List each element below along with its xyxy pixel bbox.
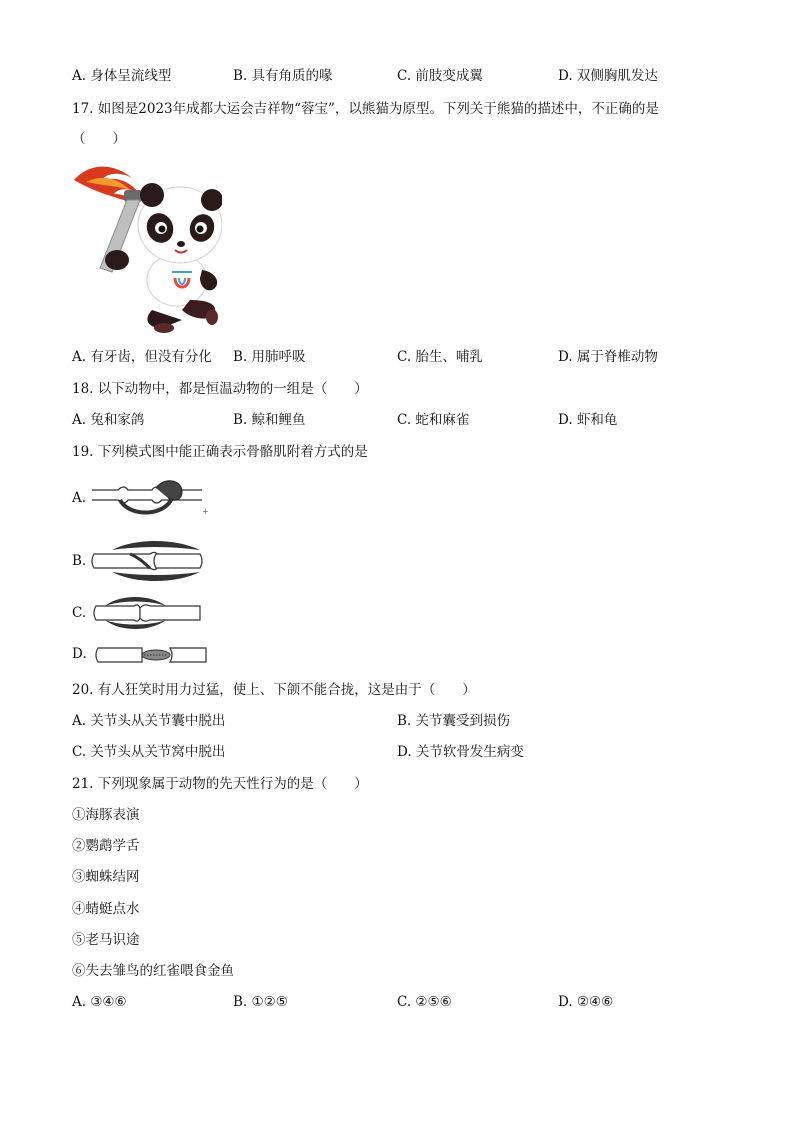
q18-option-b: B. 鲸和鲤鱼 <box>233 412 306 428</box>
q20-stem: 20. 有人狂笑时用力过猛，使上、下颌不能合拢，这是由于（ ） <box>72 682 476 698</box>
muscle-diagram-d <box>90 640 210 670</box>
q16-options <box>72 67 722 85</box>
q20-option-a: A. 关节头从关节囊中脱出 <box>72 713 226 729</box>
q19-stem: 19. 下列模式图中能正确表示骨骼肌附着方式的是 <box>72 444 368 460</box>
q20-options-row1 <box>72 712 722 730</box>
q21-option-b: B. ①②⑤ <box>233 994 288 1010</box>
q19-label-c: C. <box>72 605 87 621</box>
q21-item-1: ①海豚表演 <box>72 807 140 823</box>
q21-option-c: C. ②⑤⑥ <box>397 994 452 1010</box>
q21-item-6: ⑥失去雏鸟的红雀喂食金鱼 <box>72 963 234 979</box>
q18-options <box>72 411 722 429</box>
q18-option-a: A. 兔和家鸽 <box>72 412 145 428</box>
q19-label-b: B. <box>72 553 87 569</box>
q21-item-3: ③蜘蛛结网 <box>72 869 140 885</box>
q21-item-2: ②鹦鹉学舌 <box>72 838 140 854</box>
q21-option-d: D. ②④⑥ <box>558 994 614 1010</box>
q21-options <box>72 993 722 1011</box>
q18-stem: 18. 以下动物中，都是恒温动物的一组是（ ） <box>72 381 368 397</box>
muscle-diagram-b <box>90 540 210 582</box>
q17-option-b: B. 用肺呼吸 <box>233 349 306 365</box>
q16-option-a: A. 身体呈流线型 <box>72 68 172 84</box>
q17-option-a: A. 有牙齿，但没有分化 <box>72 349 212 365</box>
q20-options-row2 <box>72 743 722 761</box>
q20-option-c: C. 关节头从关节窝中脱出 <box>72 744 226 760</box>
q17-options <box>72 348 722 366</box>
q17-stem: 17. 如图是2023年成都大运会吉祥物“蓉宝”，以熊猫为原型。下列关于熊猫的描述中，不正确的是 <box>72 101 659 117</box>
panda-mascot-image <box>72 160 222 335</box>
q19-label-a: A. <box>72 490 87 506</box>
q18-option-d: D. 虾和龟 <box>558 412 618 428</box>
q21-option-a: A. ③④⑥ <box>72 994 127 1010</box>
q20-option-d: D. 关节软骨发生病变 <box>397 744 524 760</box>
svg-text:+: + <box>202 507 209 516</box>
q18-option-c: C. 蛇和麻雀 <box>397 412 470 428</box>
q16-option-d: D. 双侧胸肌发达 <box>558 68 658 84</box>
q20-option-b: B. 关节囊受到损伤 <box>397 713 511 729</box>
q19-label-d: D. <box>72 646 87 662</box>
q17-option-d: D. 属于脊椎动物 <box>558 349 658 365</box>
muscle-diagram-a <box>90 478 210 518</box>
muscle-diagram-c <box>90 592 210 632</box>
q16-option-c: C. 前肢变成翼 <box>397 68 483 84</box>
q17-option-c: C. 胎生、哺乳 <box>397 349 483 365</box>
q21-item-5: ⑤老马识途 <box>72 932 140 948</box>
q16-option-b: B. 具有角质的喙 <box>233 68 333 84</box>
q21-stem: 21. 下列现象属于动物的先天性行为的是（ ） <box>72 776 368 792</box>
q21-item-4: ④蜻蜓点水 <box>72 901 140 917</box>
q17-paren: （ ） <box>72 131 126 147</box>
